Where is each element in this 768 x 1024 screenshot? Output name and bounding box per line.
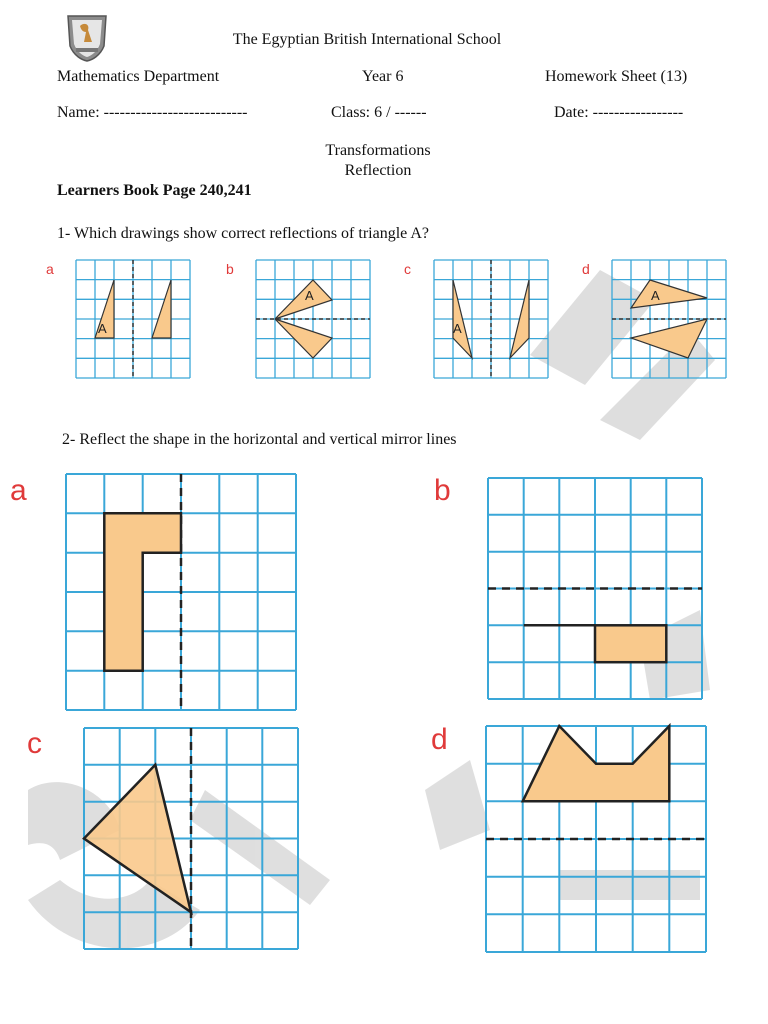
date-field: Date: ----------------- — [554, 104, 684, 121]
homework-sheet: Homework Sheet (13) — [545, 68, 688, 85]
q2-part-letter-a: a — [10, 474, 27, 507]
subtopic-title: Reflection — [344, 162, 412, 179]
q1-option-letter: c — [404, 261, 411, 277]
q1-option-d — [580, 258, 730, 383]
school-logo — [62, 12, 112, 62]
question-1-text: 1- Which drawings show correct reflections of triangle A? — [57, 225, 430, 242]
q2-grid-d[interactable] — [482, 722, 710, 956]
q2-grid-a[interactable] — [62, 470, 302, 715]
shape-label: A — [453, 321, 462, 336]
q2-grid-b[interactable] — [484, 474, 706, 704]
q2-part-letter-b: b — [434, 474, 451, 507]
rectangle-shape — [595, 625, 666, 662]
q1-option-letter: b — [226, 261, 234, 277]
school-name: The Egyptian British International School — [232, 31, 502, 48]
q1-option-letter: d — [582, 261, 590, 277]
q2-part-letter-c: c — [27, 727, 42, 760]
topic-title: Transformations — [325, 142, 431, 159]
q2-part-letter-d: d — [431, 723, 448, 756]
question-2-text: 2- Reflect the shape in the horizontal and vertical mirror lines — [62, 431, 457, 448]
q1-option-letter: a — [46, 261, 54, 277]
shape-label: A — [651, 288, 660, 303]
shape-label: A — [305, 288, 314, 303]
department: Mathematics Department — [57, 68, 220, 85]
book-reference: Learners Book Page 240,241 — [57, 182, 252, 199]
q2-grid-c[interactable] — [80, 724, 302, 954]
year: Year 6 — [362, 68, 404, 85]
q1-option-c — [402, 258, 552, 383]
reflected-triangle — [152, 280, 171, 338]
name-field: Name: --------------------------- — [57, 104, 248, 121]
q1-option-b — [224, 258, 374, 383]
shape-label: A — [98, 321, 107, 336]
class-field: Class: 6 / ------ — [331, 104, 427, 121]
q1-option-a — [44, 258, 194, 383]
